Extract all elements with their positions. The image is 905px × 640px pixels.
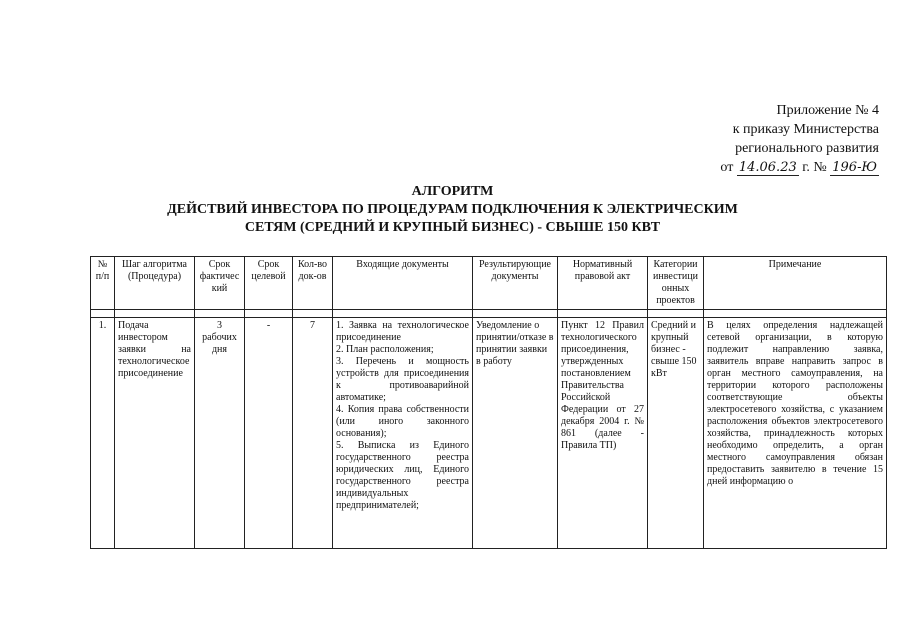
- title-line-2: ДЕЙСТВИЙ ИНВЕСТОРА ПО ПРОЦЕДУРАМ ПОДКЛЮЧЕНИЯ К ЭЛЕКТРИЧЕСКИМ: [167, 202, 738, 217]
- header-input-docs: Входящие документы: [333, 257, 473, 310]
- header-result-docs: Результирующие документы: [473, 257, 558, 310]
- appendix-order: к приказу Министерства: [732, 122, 879, 137]
- spacer-row: [91, 310, 887, 318]
- cell-legal-act: Пункт 12 Правил технологического присоединения, утвержденных постановлением Правительства Российской Федерации от 27 декабря 2004 г. № 861 (далее - Правила ТП): [558, 318, 648, 549]
- handwritten-date: 14.06.23: [738, 160, 797, 175]
- cell-num: 1.: [91, 318, 115, 549]
- cell-doc-count: 7: [293, 318, 333, 549]
- header-term-target: Срок целевой: [245, 257, 293, 310]
- header-legal-act: Нормативный правовой акт: [558, 257, 648, 310]
- cell-result-docs: Уведомление о принятии/отказе в принятии заявки в работу: [473, 318, 558, 549]
- date-prefix: от: [720, 160, 734, 175]
- cell-step: Подача инвестором заявки на технологическое присоединение: [115, 318, 195, 549]
- cell-term-target: -: [245, 318, 293, 549]
- header-note: Примечание: [704, 257, 887, 310]
- appendix-title: Приложение № 4: [776, 103, 879, 118]
- appendix-ministry: регионального развития: [735, 141, 879, 156]
- title-line-3: СЕТЯМ (СРЕДНИЙ И КРУПНЫЙ БИЗНЕС) - СВЫШЕ 150 КВТ: [244, 220, 661, 235]
- cell-category: Средний и крупный бизнес - свыше 150 кВт: [648, 318, 704, 549]
- cell-term-actual: 3 рабочих дня: [195, 318, 245, 549]
- header-category: Категории инвестици онных проектов: [648, 257, 704, 310]
- header-row: [91, 257, 887, 310]
- handwritten-number: 196-Ю: [832, 160, 877, 175]
- algorithm-table: [90, 256, 887, 549]
- header-num: № п/п: [91, 257, 115, 310]
- header-doc-count: Кол-во док-ов: [293, 257, 333, 310]
- header-term-actual: Срок фактичес кий: [195, 257, 245, 310]
- cell-input-docs: 1. Заявка на технологическое присоединение 2. План расположения; 3. Перечень и мощность устройств для присоединения к противоаварийной автоматике; 4. Копия права собственности (или иного законного основания); 5. Выписка из Единого государственного реестра юридических лиц, Единого государственного реестра индивидуальных предпринимателей;: [333, 318, 473, 549]
- appendix-date-line: [720, 158, 879, 177]
- table-row: [91, 318, 887, 549]
- title-line-1: АЛГОРИТМ: [411, 184, 494, 199]
- document-title: [0, 183, 905, 237]
- date-mid: г. №: [802, 160, 827, 175]
- cell-note: В целях определения надлежащей сетевой организации, в которую подлежит направлению заявка, заявитель вправе направить запрос в орган местного самоуправления, на территории которого расположены соответствующие объекты электросетевого хозяйства, с указанием расположения объектов электросетевого хозяйства, принадлежность которых необходимо определить, а орган местного самоуправления обязан предоставить заявителю в течение 15 дней информацию о: [704, 318, 887, 549]
- header-step: Шаг алгоритма (Процедура): [115, 257, 195, 310]
- appendix-block: [720, 101, 879, 177]
